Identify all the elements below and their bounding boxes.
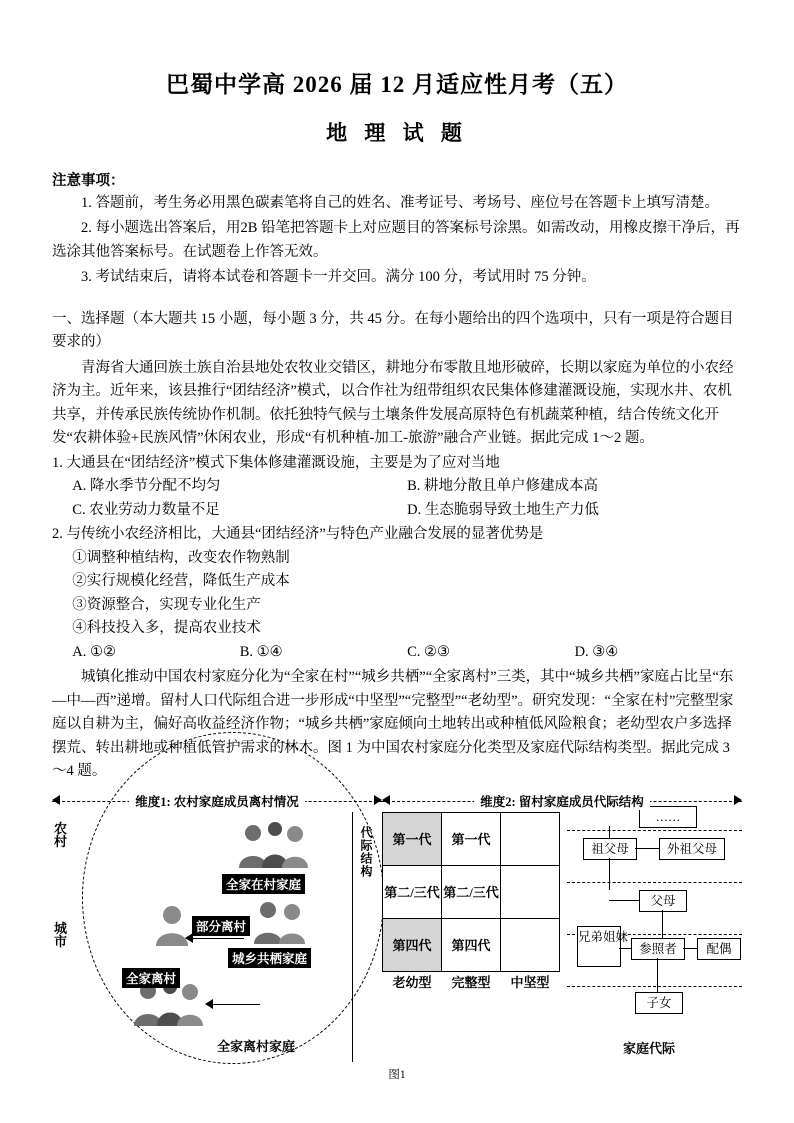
generation-structure-axis-label: 代际结构 — [359, 825, 373, 878]
question-2-statement-1: ①调整种植结构，改变农作物熟制 — [72, 549, 290, 566]
notice-heading: 注意事项： — [52, 173, 125, 189]
family-generation-label: 家庭代际 — [623, 1040, 676, 1056]
rural-city-divider-arc — [82, 732, 384, 1064]
figure-dimension-2-label: 维度2: 留村家庭成员代际结构 — [474, 792, 650, 810]
ellipsis-box: …… — [639, 806, 697, 828]
cell-r1c1: 第一代 — [383, 812, 442, 865]
figure-body — [52, 809, 742, 1062]
arrow-right-icon — [374, 795, 382, 805]
question-1-stem: 1. 大通县在“团结经济”模式下集体修建灌溉设施，主要是为了应对当地 — [52, 454, 500, 471]
siblings-label: 兄弟姐妹 — [578, 929, 629, 944]
table-row — [383, 918, 560, 971]
cell-r3c3 — [501, 918, 560, 971]
rural-label: 农村 — [54, 820, 68, 850]
parents-connector — [609, 900, 639, 901]
reference-down-connector — [657, 958, 658, 992]
question-1-option-d[interactable]: D. 生态脆弱导致土地生产力低 — [407, 501, 599, 518]
col-label-complete: 完整型 — [451, 975, 491, 991]
grandparents-up-connector — [609, 826, 610, 838]
arrow-left-icon-2 — [382, 795, 390, 805]
figure-dimension-bar — [52, 792, 742, 810]
city-label: 城市 — [54, 920, 68, 950]
gen-divider-4 — [567, 986, 742, 987]
question-2-statement-2: ②实行规模化经营，降低生产成本 — [72, 573, 290, 590]
question-1-options-row-2 — [72, 499, 742, 522]
page-title: 巴蜀中学高 2026 届 12 月适应性月考（五） — [166, 72, 628, 97]
arrow-left-icon — [52, 795, 60, 805]
question-1-option-a[interactable]: A. 降水季节分配不均匀 — [72, 478, 221, 495]
figure-1 — [52, 792, 742, 1082]
family-group-co-dwelling-icon — [252, 900, 310, 946]
grandparents-box: 祖父母 — [583, 838, 637, 860]
figure-dimension-1-label: 维度1: 农村家庭成员离村情况 — [129, 792, 305, 810]
partial-leave-arrow-line — [190, 938, 244, 939]
question-2-option-b[interactable]: B. ①④ — [239, 643, 283, 660]
cell-r1c2: 第一代 — [442, 812, 501, 865]
passage-2: 城镇化推动中国农村家庭分化为“全家在村”“城乡共栖”“全家离村”三类，其中“城乡共栖”家庭占比呈“东—中—西”递增。留村人口代际组合进一步形成“中坚型”“完整型”“老幼型”。研究发现：“全家在村”完整型家庭以自耕为主，偏好高收益经济作物；“城乡共栖”家庭倾向土地转出或种植低风险粮食；老幼型农户多选择摆荒、转出耕地或种植低管护需求的林木。图 1 为中国农村家庭分化类型及家庭代际结构类型。据此完成 3～4 题。 — [52, 669, 734, 780]
question-2-statement-3: ③资源整合，实现专业化生产 — [72, 596, 261, 613]
tag-all-leave: 全家离村 — [122, 968, 180, 988]
gen-divider-2 — [567, 882, 742, 883]
subject-title: 地 理 试 题 — [326, 121, 468, 145]
figure-left-panel — [52, 812, 372, 1062]
gen-divider-1 — [567, 830, 742, 831]
question-2-option-d[interactable]: D. ③④ — [574, 643, 619, 660]
generation-structure-table — [382, 812, 560, 992]
tag-partial-leave: 部分离村 — [192, 916, 250, 936]
parents-down-connector — [662, 910, 663, 938]
all-leave-arrow-line — [210, 1004, 260, 1005]
tag-all-in-village-family: 全家在村家庭 — [222, 874, 305, 894]
question-2-stem: 2. 与传统小农经济相比，大通县“团结经济”与特色产业融合发展的显著优势是 — [52, 526, 544, 543]
section-1-heading: 一、选择题（本大题共 15 小题，每小题 3 分，共 45 分。在每小题给出的四个选项中，只有一项是符合题目要求的） — [52, 310, 734, 351]
figure-right-panel — [577, 809, 742, 1062]
cell-r2c2: 第二/三代 — [442, 865, 501, 918]
arrow-right-icon-2 — [734, 795, 742, 805]
left-panel-divider — [352, 812, 353, 1062]
spouse-connector — [683, 948, 697, 949]
family-group-all-in-village-icon — [237, 822, 313, 870]
table-row — [383, 865, 560, 918]
siblings-connector — [619, 948, 631, 949]
figure-caption: 图1 — [388, 1068, 406, 1081]
cell-r3c1: 第四代 — [383, 918, 442, 971]
question-1-option-c[interactable]: C. 农业劳动力数量不足 — [72, 501, 220, 518]
siblings-box — [577, 926, 629, 967]
notice-item-1: 1. 答题前，考生务必用黑色碳素笔将自己的姓名、准考证号、考场号、座位号在答题卡上填写清楚。 — [81, 195, 719, 211]
grandparents-connector — [635, 848, 659, 849]
question-2-options — [72, 641, 742, 664]
table-header-row — [383, 971, 560, 992]
cell-r1c3 — [501, 812, 560, 865]
grandparents-down-connector — [609, 858, 610, 890]
tag-co-dwelling-family: 城乡共栖家庭 — [228, 948, 311, 968]
parents-box: 父母 — [639, 890, 687, 912]
cell-r2c3 — [501, 865, 560, 918]
question-1-option-b[interactable]: B. 耕地分散且单户修建成本高 — [407, 478, 599, 495]
children-box: 子女 — [635, 992, 683, 1014]
col-label-core: 中坚型 — [510, 975, 550, 991]
reference-person-box: 参照者 — [631, 938, 685, 960]
col-label-old-young: 老幼型 — [392, 975, 432, 991]
notice-item-2: 2. 每小题选出答案后，用2B 铅笔把答题卡上对应题目的答案标号涂黑。如需改动，用橡皮擦干净后，再选涂其他答案标号。在试题卷上作答无效。 — [52, 220, 740, 260]
passage-1: 青海省大通回族土族自治县地处农牧业交错区，耕地分布零散且地形破碎，长期以家庭为单位的小农经济为主。近年来，该县推行“团结经济”模式，以合作社为纽带组织农民集体修建灌溉设施，实现水井、农机共享，并传承民族传统协作机制。依托独特气候与土壤条件发展高原特色有机蔬菜种植，结合传统文化开发“农耕体验+民族风情”休闲农业，形成“有机种植-加工-旅游”融合产业链。据此完成 1～2 题。 — [52, 359, 734, 447]
question-2-option-c[interactable]: C. ②③ — [407, 643, 451, 660]
question-2-statement-4: ④科技投入多，提高农业技术 — [72, 620, 261, 637]
cell-r2c1: 第二/三代 — [383, 865, 442, 918]
table-row — [383, 812, 560, 865]
maternal-grandparents-box: 外祖父母 — [659, 838, 725, 860]
question-1-options-row-1 — [72, 475, 742, 498]
all-leave-arrow-head — [205, 999, 213, 1009]
spouse-box: 配偶 — [697, 938, 741, 960]
partial-leave-arrow-head — [185, 933, 193, 943]
notice-item-3: 3. 考试结束后，请将本试卷和答题卡一并交回。满分 100 分，考试用时 75 分钟。 — [81, 269, 596, 286]
cell-r3c2: 第四代 — [442, 918, 501, 971]
question-2-option-a[interactable]: A. ①② — [72, 643, 117, 660]
label-all-leave-family: 全家离村家庭 — [217, 1038, 296, 1054]
